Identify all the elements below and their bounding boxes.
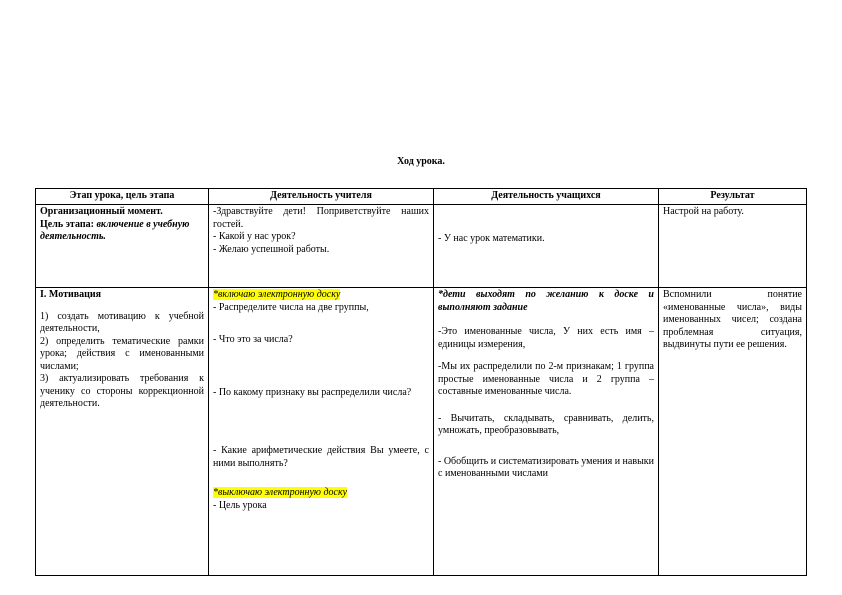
- teacher-question: - Распределите числа на две группы,: [213, 301, 369, 313]
- students-note: *дети выходят по желанию к доске и выполняют задание: [438, 289, 654, 313]
- students-answer: -Это именованные числа, У них есть имя – единицы измерения,: [438, 326, 654, 350]
- teacher-highlight: *включаю электронную доску: [213, 289, 341, 300]
- result-text: Настрой на работу.: [663, 206, 744, 217]
- students-answer: - Обобщить и систематизировать умения и навыки с именованными числами: [438, 455, 654, 479]
- stage-goal-label: Цель этапа:: [40, 218, 94, 230]
- page-title: Ход урока.: [397, 156, 445, 167]
- stage-item: 1) создать мотивацию к учебной деятельности,: [40, 310, 204, 334]
- header-result: Результат: [659, 189, 807, 205]
- table-row: [36, 205, 807, 288]
- header-students: Деятельность учащихся: [434, 189, 659, 205]
- students-cell: [434, 205, 659, 288]
- teacher-cell: [209, 288, 434, 576]
- teacher-line: -Здравствуйте дети! Поприветствуйте наших гостей.: [213, 206, 429, 230]
- stage-item: 3) актуализировать требования к ученику со стороны коррекционной деятельности.: [40, 373, 204, 409]
- teacher-question: - Цель урока: [213, 499, 267, 511]
- stage-item: 2) определить тематические рамки урока; действия с именованными числами;: [40, 335, 204, 372]
- stage-title: Организационный момент.: [40, 206, 163, 217]
- students-answer: -Мы их распределили по 2-м признакам; 1 группа простые именованные числа и 2 группа – составные именованные числа.: [438, 361, 654, 397]
- teacher-line: - Какой у нас урок?: [213, 231, 296, 242]
- students-cell: [434, 288, 659, 576]
- stage-goal-text: включение в учебную деятельность.: [40, 218, 190, 242]
- header-stage: Этап урока, цель этапа: [36, 189, 209, 205]
- teacher-highlight: *выключаю электронную доску: [213, 487, 348, 498]
- teacher-question: - Что это за числа?: [213, 334, 293, 345]
- header-teacher: Деятельность учителя: [209, 189, 434, 205]
- teacher-line: - Желаю успешной работы.: [213, 243, 330, 255]
- table-header-row: [36, 189, 807, 205]
- teacher-cell: [209, 205, 434, 288]
- stage-goal: [40, 219, 204, 244]
- teacher-question: - Какие арифметические действия Вы умеете, с ними выполнять?: [213, 445, 429, 469]
- table-row: [36, 288, 807, 576]
- stage-cell: [36, 288, 209, 576]
- result-cell: [659, 205, 807, 288]
- result-text: Вспомнили понятие «именованные числа», виды именованных чисел; создана проблемная ситуация, выдвинуты пути ее решения.: [663, 289, 802, 350]
- students-answer: - Вычитать, складывать, сравнивать, делить, умножать, преобразовывать,: [438, 412, 654, 436]
- teacher-question: - По какому признаку вы распределили числа?: [213, 386, 412, 398]
- result-cell: [659, 288, 807, 576]
- stage-cell: [36, 205, 209, 288]
- lesson-table: [35, 188, 807, 576]
- stage-title: I. Мотивация: [40, 289, 102, 300]
- students-line: - У нас урок математики.: [438, 233, 545, 244]
